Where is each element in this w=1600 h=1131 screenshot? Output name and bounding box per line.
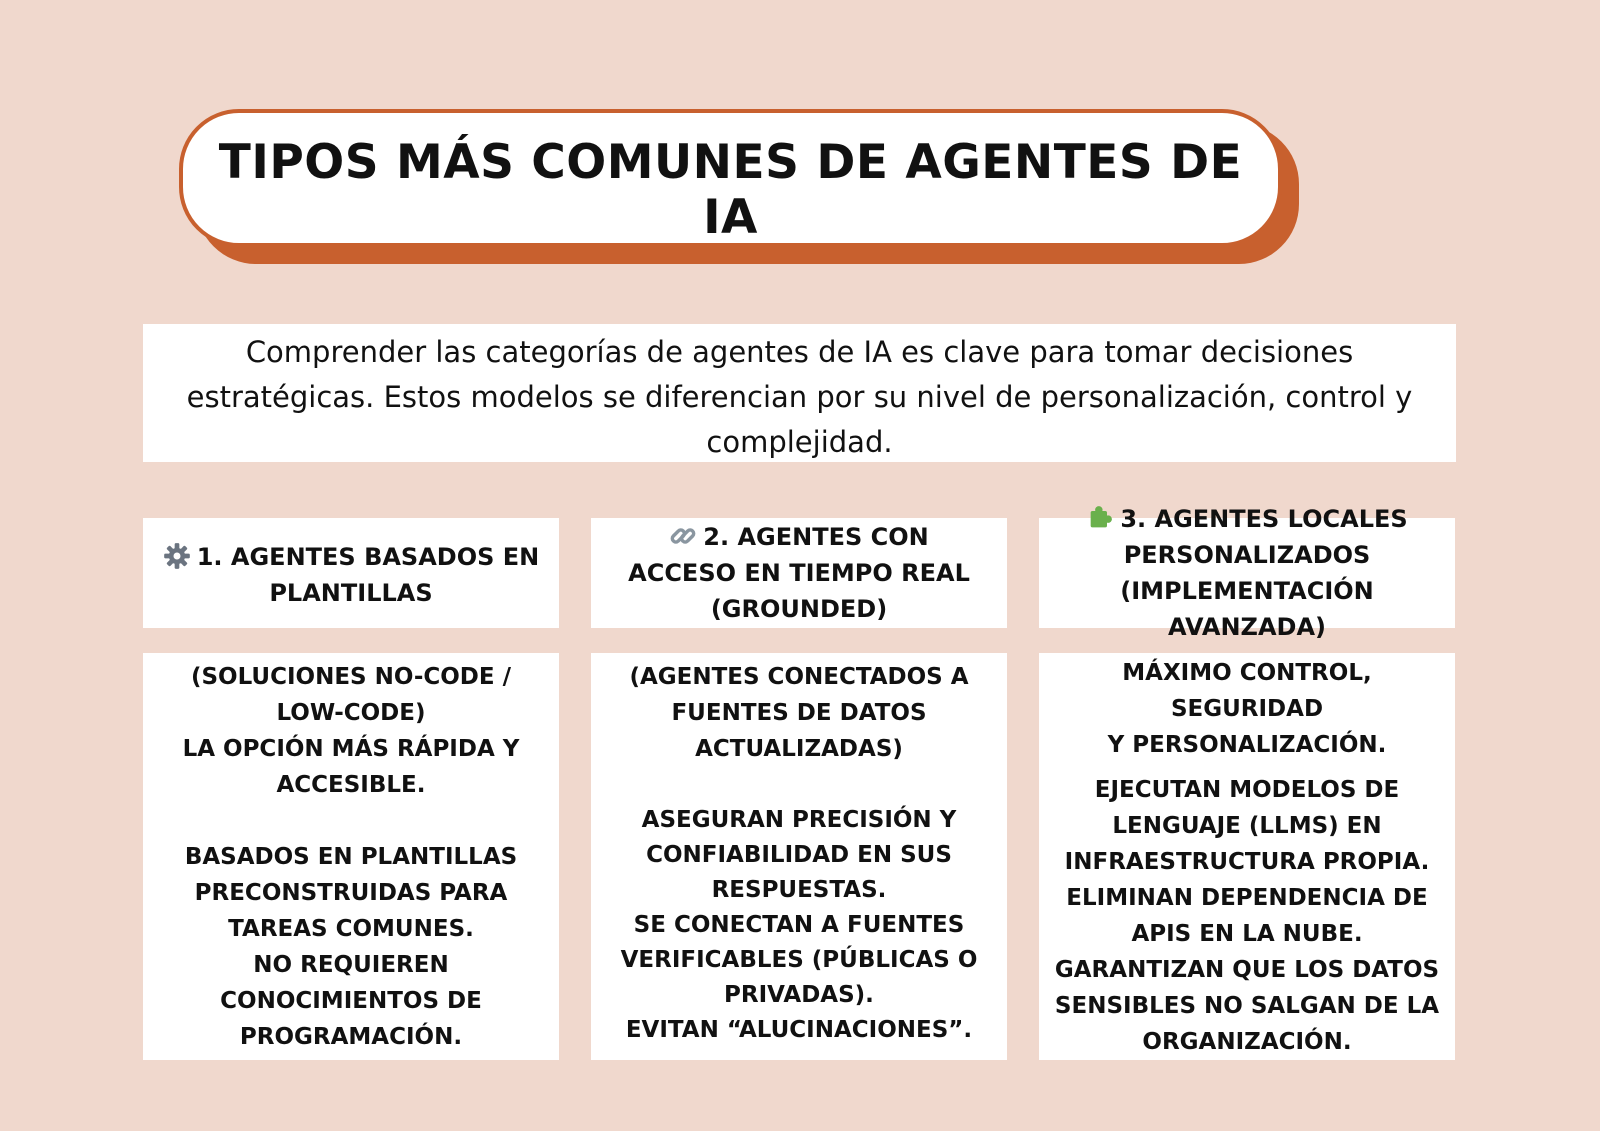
header-line-3: (GROUNDED) [710,595,888,623]
agent-card-header-local [1039,505,1455,641]
agent-card-header-templates [143,518,559,628]
header-line-2: ACCESO EN TIEMPO REAL [628,559,970,587]
agent-card-body-grounded [591,653,1007,1060]
body-block: ASEGURAN PRECISIÓN Y CONFIABILIDAD EN SUS RESPUESTAS. SE CONECTAN A FUENTES VERIFICABLES (PÚBLICAS O PRIVADAS). EVITAN “ALUCINACIONES”. [620,807,978,1043]
header-line-1 [1086,501,1407,537]
body-block: (AGENTES CONECTADOS A FUENTES DE DATOS ACTUALIZADAS) [629,664,969,762]
header-line-text: 3. AGENTES LOCALES [1120,505,1408,533]
title-pill [179,109,1282,247]
header-line-text: 2. AGENTES CON [703,523,929,551]
header-line-2: PERSONALIZADOS [1123,541,1371,569]
body-block: MÁXIMO CONTROL, SEGURIDAD Y PERSONALIZACIÓN. [1107,660,1387,758]
agent-card-header-grounded [591,518,1007,628]
header-line-1 [163,539,540,575]
body-block: BASADOS EN PLANTILLAS PRECONSTRUIDAS PARA TAREAS COMUNES. NO REQUIEREN CONOCIMIENTOS DE PROGRAMACIÓN. [184,844,518,1050]
puzzle-piece-icon [1086,504,1114,532]
body-block: EJECUTAN MODELOS DE LENGUAJE (LLMS) EN INFRAESTRUCTURA PROPIA. ELIMINAN DEPENDENCIA DE APIS EN LA NUBE. GARANTIZAN QUE LOS DATOS SENSIBLES NO SALGAN DE LA ORGANIZACIÓN. [1054,777,1440,1055]
header-line-1 [669,519,928,555]
page-title: TIPOS MÁS COMUNES DE AGENTES DE IA [218,135,1243,245]
link-icon [669,522,697,550]
body-block: (SOLUCIONES NO-CODE / LOW-CODE) LA OPCIÓN MÁS RÁPIDA Y ACCESIBLE. [182,664,520,798]
intro-paragraph: Comprender las categorías de agentes de IA es clave para tomar decisiones estratégicas. Estos modelos se diferencian por su nivel de personalización, control y complejidad. [143,324,1456,462]
agent-card-body-local [1039,653,1455,1060]
header-line-text: 1. AGENTES BASADOS EN [196,543,540,571]
header-line-2: PLANTILLAS [269,579,433,607]
agent-card-body-templates [143,653,559,1060]
gear-icon [163,542,191,570]
header-line-3: (IMPLEMENTACIÓN AVANZADA) [1120,577,1374,641]
